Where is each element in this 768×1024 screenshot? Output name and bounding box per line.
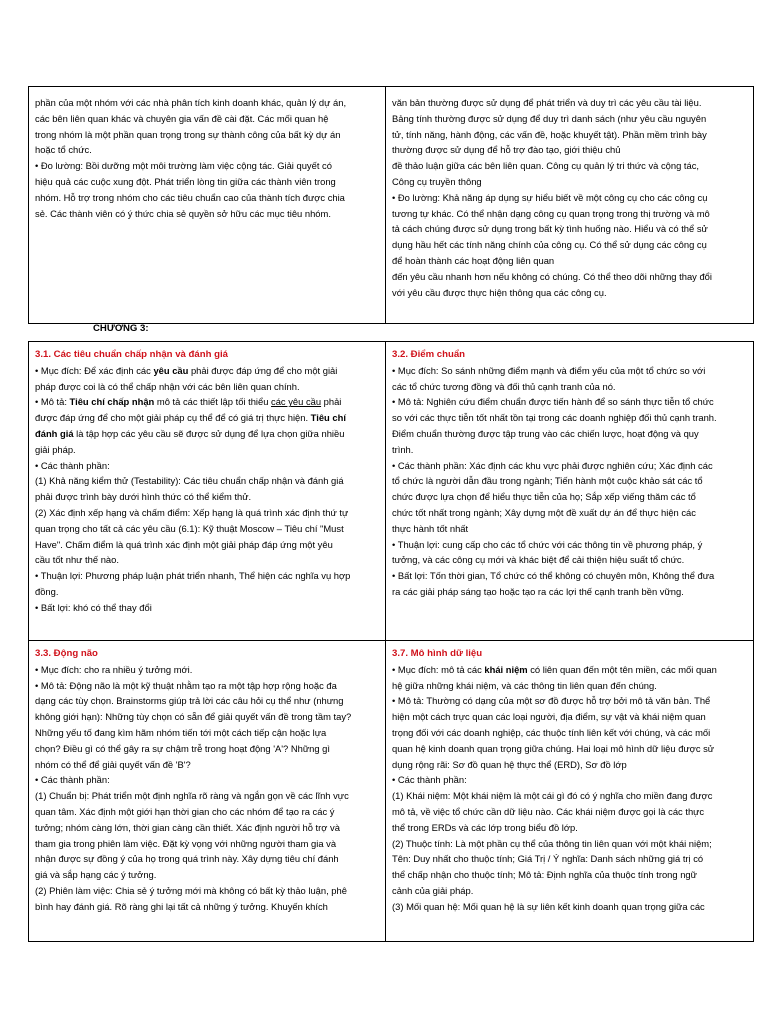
text-line: chọn? Điều gì có thể gây ra sự chậm trễ trong hoạt động 'A'? Những gì [35,742,330,754]
text-line: (1) Chuẩn bị: Phát triển một định nghĩa rõ ràng và ngắn gọn về các lĩnh vực [35,790,349,802]
text-line: tưởng; nhóm càng lớn, thời gian càng cần thiết. Xác định người hỗ trợ và [35,821,340,833]
text-line: hiện một cách trực quan các loại người, địa điểm, sự vật và khái niệm quan [392,711,706,723]
text-line: chức được lựa chọn để hiểu thực tiễn của họ; Sắp xếp viếng thăm các tổ [392,491,696,503]
text-line: hoặc tổ chức. [35,144,92,156]
text-line: văn bản thường được sử dụng để phát triển và duy trì các yêu cầu tài liệu. [392,97,702,108]
text-line: • Mô tả: Thường có dạng của một sơ đồ được hỗ trợ bởi mô tả văn bản. Thể [392,695,711,707]
top-right-cell [385,86,754,324]
section-3-1-line: • Mục đích: Để xác định các yêu cầu phải được đáp ứng để cho một giải [35,364,338,376]
top-left-cell [28,86,386,324]
text-line: quan trọng cho tất cả các yêu cầu (6.1): Kỹ thuật Moscow – Tiêu chí "Must [35,522,344,534]
text-line: chức tốt nhất trong ngành; Xây dựng một đề xuất dự án để thực hiện các [392,506,696,518]
text-line: thường được sử dụng để hỗ trợ đào tạo, giới thiệu chủ [392,144,621,156]
section-3-7-body [392,678,748,915]
section-3-7-cell [385,640,754,942]
text-line: mô tả, về việc tổ chức cần dữ liệu nào. Các khái niệm được gọi là các thực [392,805,705,817]
text-line: • Mô tả: Động não là một kỹ thuật nhằm tạo ra một tập hợp rộng hoặc đa [35,679,337,691]
text-line: nhóm có thể để giải quyết vấn đề 'B'? [35,758,191,770]
top-left-text [35,95,380,221]
text-line: thể trong ERDs và các lớp trong biểu đồ lớp. [392,821,578,833]
text-line: so với các thực tiễn tốt nhất tồn tại trong các doanh nghiệp đối thủ cạnh tranh. [392,412,717,424]
text-line: tổ chức là người dẫn đầu trong ngành; Tiến hành một cuộc khảo sát các tổ [392,475,703,487]
text-line: trình. [392,443,414,455]
text-line: nhóm. Hỗ trợ trong nhóm cho các tiêu chuẩn cao của thành tích được chia [35,191,345,203]
text-line: bình hay đánh giá. Rõ ràng ghi lại tất cả những ý tưởng. Khuyến khích [35,900,328,912]
section-3-1-line: đánh giá là tập hợp các yêu cầu sẽ được sử dụng để lựa chọn giữa nhiều [35,427,345,439]
section-3-1-line: • Mô tả: Tiêu chí chấp nhận mô tả các thiết lập tối thiểu các yêu cầu phải [35,396,342,408]
text-line: để hoàn thành các hoạt động liên quan [392,254,555,266]
text-line: • Các thành phần: Xác định các khu vực phải được nghiên cứu; Xác định các [392,459,713,471]
text-line: các bên liên quan khác và chuyên gia vấn đề cài đặt. Các mối quan hệ [35,112,329,124]
section-3-3-cell [28,640,386,942]
text-line: • Đo lường: Bồi dưỡng một môi trường làm việc cộng tác. Giải quyết có [35,160,332,172]
text-line: giá và sắp hạng các ý tưởng. [35,869,157,881]
section-3-1-title: 3.1. Các tiêu chuẩn chấp nhận và đánh giá [35,349,228,360]
text-line: tưởng, và các công cụ mới và khác biệt để cải thiện hiệu suất tổ chức. [392,554,685,566]
text-line: hiệu quả các cuộc xung đột. Phát triển lòng tin giữa các thành viên trong [35,175,336,187]
text-line: cảnh của giải pháp. [392,884,474,896]
section-3-7-line: • Mục đích: mô tả các khái niệm có liên quan đến một tên miền, các mối quan [392,663,717,675]
text-line: (3) Mối quan hệ: Mối quan hệ là sự liên kết kinh doanh quan trọng giữa các [392,900,705,912]
text-line: Tên: Duy nhất cho thuộc tính; Giá Trị / Ý nghĩa: Danh sách những giá trị có [392,853,704,865]
text-line: tham gia trong phiên làm việc. Đặt kỳ vọng với những người tham gia và [35,837,337,849]
section-3-3-title: 3.3. Động não [35,648,98,659]
text-line: • Các thành phần: [35,774,110,786]
text-line: • Mô tả: Nghiên cứu điểm chuẩn được tiến hành để so sánh thực tiễn tổ chức [392,396,714,408]
text-line: • Bất lợi: Tốn thời gian, Tổ chức có thể không có chuyên môn, Không thể đưa [392,570,715,582]
text-line: ra các giải pháp sáng tạo hoặc tạo ra các lợi thế cạnh tranh bền vững. [392,585,684,597]
text-line: cầu tốt như thế nào. [35,554,119,566]
text-line: thực hành tốt nhất [392,522,469,534]
text-line: • Mục đích: So sánh những điểm mạnh và điểm yếu của một tổ chức so với [392,364,706,376]
text-line: đến yêu cầu nhanh hơn nếu không có chúng. Có thể theo dõi những thay đổi [392,270,712,282]
text-line: Công cụ truyền thông [392,175,482,187]
text-line: không giới hạn): Những tùy chọn có sẵn để giải quyết vấn đề trong tầm tay? [35,711,352,723]
text-line: dụng hầu hết các tính năng chính của công cụ. Có thể sử dụng các công cụ [392,239,707,251]
section-3-1-line: pháp được coi là có thể chấp nhận với các bên liên quan chính. [35,380,300,392]
text-line: nhận được sự đồng ý của họ trong quá trình này. Xây dựng tiêu chí đánh [35,853,339,865]
text-line: • Các thành phần: [35,459,110,471]
text-line: quan hệ kinh doanh quan trọng giữa chúng. Hai loại mô hình dữ liệu được sử [392,742,715,754]
text-line: • Đo lường: Khả năng áp dụng sự hiểu biết về một công cụ cho các công cụ [392,191,708,203]
text-line: (2) Xác định xếp hạng và chấm điểm: Xếp hạng là quá trình xác định thứ tự [35,506,349,518]
text-line: phần của một nhóm với các nhà phân tích kinh doanh khác, quản lý dự án, [35,97,347,108]
section-3-2-title: 3.2. Điểm chuẩn [392,349,466,360]
text-line: với yêu cầu được thực hiện thông qua các công cụ. [392,286,607,298]
top-right-text [392,95,748,300]
chapter-heading: CHƯƠNG 3: [93,323,149,334]
section-3-7-title: 3.7. Mô hình dữ liệu [392,648,483,659]
text-line: (2) Thuộc tính: Là một phần cụ thể của thông tin liên quan với một khái niệm; [392,837,712,849]
text-line: • Thuận lợi: cung cấp cho các tổ chức với các thông tin về phương pháp, ý [392,538,703,550]
text-line: • Thuận lợi: Phương pháp luận phát triển nhanh, Thể hiện các nghĩa vụ hợp [35,570,351,582]
text-line: trọng đối với các doanh nghiệp, các thuộc tính liên kết với chúng, và các mối [392,726,711,738]
section-3-3-body [35,662,380,915]
text-line: tả cách chúng được sử dụng trong bất kỳ tình huống nào. Hiểu và có thể sử [392,223,708,235]
text-line: Bảng tính thường được sử dụng để duy trì danh sách (như yêu cầu nguyên [392,112,707,124]
text-line: trong nhóm là một phần quan trọng trong sự thành công của bất kỳ dự án [35,128,341,140]
section-3-2-body [392,363,748,600]
text-line: đề thảo luận giữa các bên liên quan. Công cụ quản lý tri thức và cộng tác, [392,160,700,172]
text-line: Những yếu tố đang kìm hãm nhóm tiến tới một cách tiếp cận hoặc lựa [35,726,327,738]
text-line: Have". Chấm điểm là quá trình xác định một giải pháp đáp ứng một yêu [35,538,333,550]
text-line: hệ giữa những khái niệm, và các thông tin liên quan đến chúng. [392,679,657,691]
text-line: • Mục đích: cho ra nhiều ý tưởng mới. [35,663,193,675]
text-line: (2) Phiên làm việc: Chia sẻ ý tưởng mới mà không có bất kỳ thảo luận, phê [35,884,347,896]
text-line: (1) Khả năng kiểm thử (Testability): Các tiêu chuẩn chấp nhận và đánh giá [35,475,344,487]
text-line: • Các thành phần: [392,774,467,786]
section-3-1-cell [28,341,386,641]
text-line: giải pháp. [35,443,76,455]
text-line: tử, tính năng, hành động, các vấn đề, hoặc khuyết tật). Phần mềm trình bày [392,128,707,140]
text-line: sẻ. Các thành viên có ý thức chia sẻ quyền sở hữu các mục tiêu nhóm. [35,207,331,219]
text-line: phải được trình bày dưới hình thức có thể kiểm thử. [35,491,252,503]
text-line: Điểm chuẩn thường được tập trung vào các chiến lược, hoạt động và quy [392,427,699,439]
text-line: tương tự khác. Có thể nhận dạng công cụ quan trọng trong thị trường và mô [392,207,710,219]
text-line: thể chấp nhận cho thuộc tính; Mô tả: Định nghĩa của thuộc tính trong ngữ [392,869,697,881]
text-line: dạng các tùy chọn. Brainstorms giúp trả lời các câu hỏi cụ thể như (nhưng [35,695,344,707]
text-line: các tổ chức tương đồng và đối thủ cạnh tranh của nó. [392,380,616,392]
section-3-1-body [35,442,380,616]
text-line: dụng rộng rãi: Sơ đồ quan hệ thực thể (ERD), Sơ đồ lớp [392,758,627,770]
text-line: quan tâm. Xác định một giới hạn thời gian cho các nhóm để tạo ra các ý [35,805,335,817]
section-3-1-line: được đáp ứng để cho một giải pháp cụ thể để có giá trị thực hiện. Tiêu chí [35,412,346,424]
text-line: đồng. [35,585,59,597]
text-line: (1) Khái niệm: Một khái niệm là một cái gì đó có ý nghĩa cho miền đang được [392,790,713,802]
section-3-2-cell [385,341,754,641]
text-line: • Bất lợi: khó có thể thay đổi [35,601,152,613]
